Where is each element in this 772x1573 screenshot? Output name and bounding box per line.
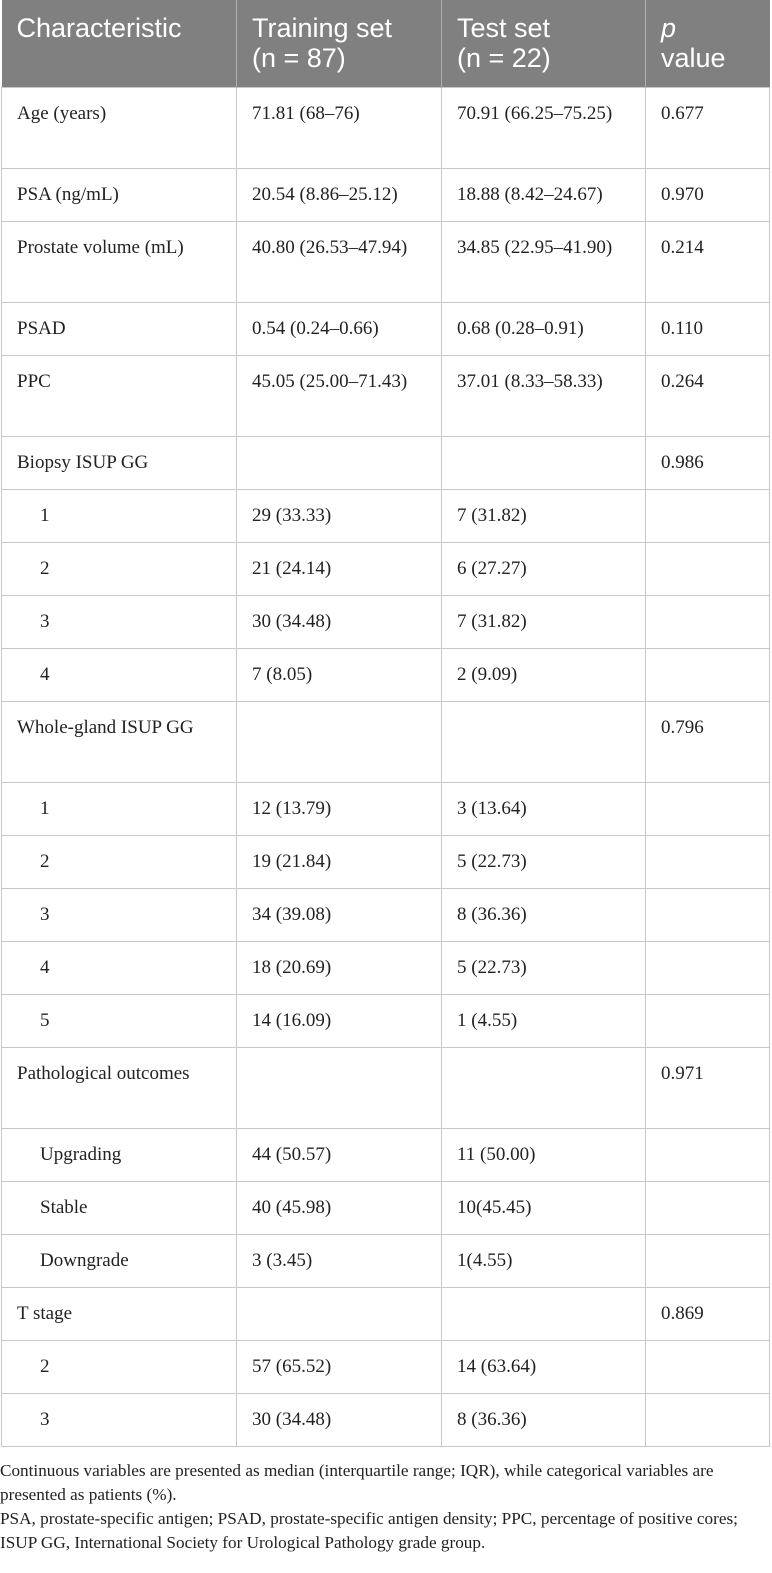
table-header [2,0,770,88]
table-row [2,490,770,543]
cell-p-value: 0.110 [646,303,770,356]
cell-p-value [646,1129,770,1182]
cell-p-value [646,1394,770,1447]
table-row [2,1394,770,1447]
cell-training: 19 (21.84) [237,836,442,889]
cell-training: 71.81 (68–76) [237,88,442,169]
table-row [2,356,770,437]
table-row [2,1341,770,1394]
header-p-label: value [661,43,726,73]
cell-training [237,1288,442,1341]
cell-p-value: 0.214 [646,222,770,303]
header-characteristic-text: Characteristic [16,13,182,43]
cell-test: 18.88 (8.42–24.67) [442,169,646,222]
table-row [2,1288,770,1341]
cell-test: 7 (31.82) [442,596,646,649]
cell-training: 30 (34.48) [237,1394,442,1447]
cell-training [237,1048,442,1129]
cell-test: 8 (36.36) [442,1394,646,1447]
cell-test: 11 (50.00) [442,1129,646,1182]
cell-test: 7 (31.82) [442,490,646,543]
cell-training: 14 (16.09) [237,995,442,1048]
cell-p-value [646,942,770,995]
table-row [2,222,770,303]
cell-characteristic: 4 [2,942,237,995]
cell-test: 8 (36.36) [442,889,646,942]
cell-p-value [646,995,770,1048]
cell-p-value [646,543,770,596]
cell-characteristic: Whole-gland ISUP GG [2,702,237,783]
cell-characteristic: PSAD [2,303,237,356]
header-test-line1: Test set [457,13,551,43]
cell-p-value [646,649,770,702]
cell-characteristic: Prostate volume (mL) [2,222,237,303]
header-characteristic [2,0,237,88]
cell-p-value [646,1182,770,1235]
cell-test: 5 (22.73) [442,836,646,889]
table-row [2,942,770,995]
cell-test: 10(45.45) [442,1182,646,1235]
cell-training: 40 (45.98) [237,1182,442,1235]
header-p-value [646,0,770,88]
table-row [2,543,770,596]
cell-training: 21 (24.14) [237,543,442,596]
cell-p-value: 0.971 [646,1048,770,1129]
cell-characteristic: 1 [2,490,237,543]
table-row [2,303,770,356]
cell-characteristic: 2 [2,543,237,596]
cell-training: 29 (33.33) [237,490,442,543]
cell-test [442,1048,646,1129]
cell-characteristic: Downgrade [2,1235,237,1288]
header-test-set [442,0,646,88]
characteristics-table [1,0,770,1447]
cell-training: 30 (34.48) [237,596,442,649]
table-row [2,836,770,889]
cell-training [237,702,442,783]
cell-p-value: 0.677 [646,88,770,169]
cell-p-value [646,889,770,942]
cell-characteristic: 2 [2,1341,237,1394]
cell-training: 0.54 (0.24–0.66) [237,303,442,356]
cell-training: 57 (65.52) [237,1341,442,1394]
cell-p-value [646,1235,770,1288]
table-row [2,995,770,1048]
cell-training: 45.05 (25.00–71.43) [237,356,442,437]
cell-training: 7 (8.05) [237,649,442,702]
cell-test: 1 (4.55) [442,995,646,1048]
cell-test: 0.68 (0.28–0.91) [442,303,646,356]
cell-characteristic: Age (years) [2,88,237,169]
header-training-line2: (n = 87) [252,43,346,73]
cell-test [442,437,646,490]
table-row [2,169,770,222]
cell-characteristic: Stable [2,1182,237,1235]
cell-p-value [646,490,770,543]
table-row [2,1235,770,1288]
cell-training [237,437,442,490]
header-training-set [237,0,442,88]
table-row [2,783,770,836]
table-row [2,1048,770,1129]
cell-characteristic: PPC [2,356,237,437]
cell-p-value [646,1341,770,1394]
table-body [2,88,770,1447]
cell-p-value: 0.264 [646,356,770,437]
table-footnotes [0,1459,772,1555]
cell-test: 6 (27.27) [442,543,646,596]
cell-p-value [646,836,770,889]
cell-p-value: 0.796 [646,702,770,783]
cell-p-value: 0.986 [646,437,770,490]
footnote-variables: Continuous variables are presented as median (interquartile range; IQR), while categorical variables are presented as patients (%). [0,1461,714,1504]
table-row [2,1129,770,1182]
cell-test: 70.91 (66.25–75.25) [442,88,646,169]
cell-test [442,702,646,783]
cell-characteristic: Pathological outcomes [2,1048,237,1129]
cell-training: 3 (3.45) [237,1235,442,1288]
cell-characteristic: 3 [2,889,237,942]
cell-characteristic: PSA (ng/mL) [2,169,237,222]
table-row [2,889,770,942]
cell-test [442,1288,646,1341]
cell-p-value [646,596,770,649]
cell-characteristic: T stage [2,1288,237,1341]
cell-training: 20.54 (8.86–25.12) [237,169,442,222]
cell-training: 12 (13.79) [237,783,442,836]
cell-characteristic: 4 [2,649,237,702]
cell-training: 40.80 (26.53–47.94) [237,222,442,303]
cell-test: 37.01 (8.33–58.33) [442,356,646,437]
cell-characteristic: 3 [2,1394,237,1447]
cell-test: 5 (22.73) [442,942,646,995]
cell-characteristic: 1 [2,783,237,836]
header-training-line1: Training set [252,13,393,43]
cell-p-value: 0.869 [646,1288,770,1341]
header-p-symbol: p [661,13,677,43]
cell-characteristic: 5 [2,995,237,1048]
table-row [2,437,770,490]
table-row [2,596,770,649]
cell-training: 44 (50.57) [237,1129,442,1182]
table-row [2,649,770,702]
cell-test: 14 (63.64) [442,1341,646,1394]
cell-training: 18 (20.69) [237,942,442,995]
cell-p-value: 0.970 [646,169,770,222]
cell-training: 34 (39.08) [237,889,442,942]
cell-characteristic: 3 [2,596,237,649]
cell-test: 3 (13.64) [442,783,646,836]
table-row [2,88,770,169]
table-row [2,1182,770,1235]
cell-characteristic: 2 [2,836,237,889]
cell-characteristic: Upgrading [2,1129,237,1182]
header-test-line2: (n = 22) [457,43,551,73]
footnote-abbreviations: PSA, prostate-specific antigen; PSAD, prostate-specific antigen density; PPC, percentage of positive cores; ISUP GG, International Society for Urological Pathology grade group. [0,1509,738,1552]
cell-characteristic: Biopsy ISUP GG [2,437,237,490]
cell-test: 34.85 (22.95–41.90) [442,222,646,303]
table-row [2,702,770,783]
cell-test: 1(4.55) [442,1235,646,1288]
cell-test: 2 (9.09) [442,649,646,702]
cell-p-value [646,783,770,836]
